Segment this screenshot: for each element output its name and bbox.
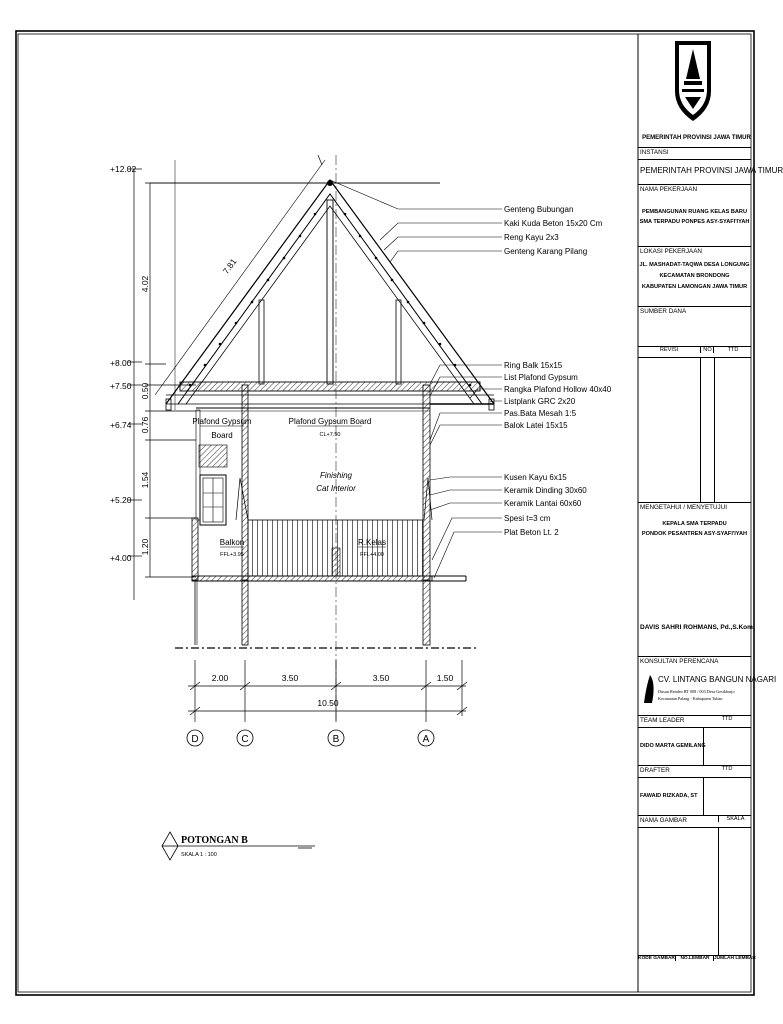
label-keramik-lantai: Keramik Lantai 60x60: [504, 499, 582, 508]
section-title: POTONGAN B: [181, 835, 248, 846]
label-finishing: Finishing: [319, 471, 353, 480]
dim-h-2: 3.50: [281, 673, 299, 683]
label-cat-interior: Cat Interior: [316, 484, 356, 493]
dim-0-76: 0.76: [140, 416, 150, 434]
lokasi-label: LOKASI PEKERJAAN: [640, 248, 702, 255]
company-address-2: Kecamatan Palang - Kabupaten Tuban: [658, 696, 723, 701]
skala-divider: [718, 828, 719, 956]
jumlah-lembar-label: JUMLAH LEMBAR: [714, 956, 756, 961]
dim-1-54: 1.54: [140, 471, 150, 489]
level-7-50: +7.50: [110, 381, 132, 391]
kode-gambar-label: KODE GAMBAR: [638, 956, 675, 961]
label-balkon-ffl: FFL+3.95: [220, 552, 244, 558]
label-ceiling-level: CL+7.50: [319, 432, 341, 438]
lokasi-line-2: KECAMATAN BRONDONG: [659, 273, 730, 279]
revisi-columns: [700, 358, 715, 503]
konsultan-label: KONSULTAN PERENCANA: [640, 658, 719, 665]
label-list-plafond: List Plafond Gypsum: [504, 373, 578, 382]
pekerjaan-line-1: PEMBANGUNAN RUANG KELAS BARU: [641, 209, 748, 215]
drafter-divider: [703, 778, 704, 816]
label-kusen-kayu: Kusen Kayu 6x15: [504, 473, 567, 482]
drafter-ttd: TTD: [721, 766, 733, 772]
label-genteng-karang: Genteng Karang Pilang: [504, 247, 588, 256]
company-address-1: Dusun Rendeo RT 008 / 003 Desa Gesikharjo: [658, 689, 735, 694]
drafter-label: DRAFTER: [640, 767, 670, 774]
lokasi-line-3: KABUPATEN LAMONGAN JAWA TIMUR: [641, 284, 748, 290]
dim-h-1: 2.00: [211, 673, 229, 683]
label-rkelas: R.Kelas: [357, 538, 387, 547]
dim-4-02: 4.02: [140, 275, 150, 293]
label-plafond-center: Plafond Gypsum Board: [288, 417, 372, 426]
team-leader-divider: [703, 728, 704, 766]
label-kaki-kuda: Kaki Kuda Beton 15x20 Cm: [504, 219, 603, 228]
label-rkelas-ffl: FFL+4.00: [360, 552, 384, 558]
label-plafond-left: Plafond Gypsum: [192, 417, 252, 426]
label-plat-beton: Plat Beton Lt. 2: [504, 528, 559, 537]
label-spesi: Spesi t=3 cm: [504, 514, 551, 523]
dim-1-20: 1.20: [140, 538, 150, 556]
revisi-no-header: NO: [700, 347, 714, 353]
team-leader-ttd: TTD: [721, 716, 733, 722]
signatory-name: DAVIS SAHRI ROHMANS, Pd.,S.Kom: [640, 624, 753, 631]
pekerjaan-line-2: SMA TERPADU PONPES ASY-SYAFI'IYAH: [639, 219, 750, 225]
company-name: CV. LINTANG BANGUN NAGARI: [658, 675, 777, 684]
government-name: PEMERINTAH PROVINSI JAWA TIMUR: [642, 135, 751, 141]
label-pas-bata: Pas.Bata Mesah 1:5: [504, 409, 577, 418]
revisi-header: REVISI: [659, 347, 679, 353]
roof-structure: [166, 180, 494, 410]
menyetujui-line-1: KEPALA SMA TERPADU: [662, 521, 727, 527]
grid-axis-b: B: [332, 734, 340, 745]
label-reng-kayu: Reng Kayu 2x3: [504, 233, 559, 242]
label-ring-balk: Ring Balk 15x15: [504, 361, 563, 370]
label-rangka-plafond: Rangka Plafond Hollow 40x40: [504, 385, 612, 394]
label-plafond-left-board: Board: [211, 431, 233, 440]
skala-label: SKALA: [718, 816, 752, 822]
section-scale: SKALA 1 : 100: [181, 852, 217, 858]
label-genteng-bubungan: Genteng Bubungan: [504, 205, 574, 214]
sumber-dana-label: SUMBER DANA: [640, 308, 687, 315]
level-4-00: +4.00: [110, 553, 132, 563]
team-leader-label: TEAM LEADER: [640, 717, 685, 724]
dim-0-50: 0.50: [140, 382, 150, 400]
team-leader-name: DIDO MARTA GEMILANG: [640, 743, 706, 749]
no-lembar-label: NO.LEMBAR: [675, 956, 714, 961]
dim-total: 10.50: [317, 698, 339, 708]
grid-axis-c: C: [241, 734, 249, 745]
company-logo-icon: [644, 675, 656, 703]
instansi-label: INSTANSI: [640, 149, 669, 156]
dim-h-3: 3.50: [372, 673, 390, 683]
label-keramik-dinding: Keramik Dinding 30x60: [504, 486, 587, 495]
provincial-emblem-icon: [672, 39, 714, 123]
menyetujui-line-2: PONDOK PESANTREN ASY-SYAFI'IYAH: [641, 531, 748, 537]
revisi-ttd-header: TTD: [713, 347, 752, 353]
nama-gambar-label: NAMA GAMBAR: [640, 817, 687, 824]
drafter-name: FAWAID RIZKADA, ST: [640, 793, 698, 799]
level-6-74: +6.74: [110, 420, 132, 430]
dim-rafter: 7.81: [220, 256, 239, 276]
level-12-02: +12.02: [110, 164, 137, 174]
menyetujui-label: MENGETAHUI / MENYETUJUI: [640, 504, 727, 511]
pekerjaan-label: NAMA PEKERJAAN: [640, 186, 698, 193]
instansi-value: PEMERINTAH PROVINSI JAWA TIMUR: [640, 166, 783, 175]
grid-bubbles: [187, 730, 434, 746]
level-8-00: +8.00: [110, 358, 132, 368]
title-block: [638, 34, 783, 992]
grid-axis-d: D: [191, 734, 199, 745]
label-balkon: Balkon: [219, 538, 245, 547]
label-listplank: Listplank GRC 2x20: [504, 397, 576, 406]
label-balok-latei: Balok Latei 15x15: [504, 421, 568, 430]
horizontal-dimension-lines: [188, 660, 467, 722]
level-5-20: +5.20: [110, 495, 132, 505]
grid-axis-a: A: [422, 734, 430, 745]
dim-h-4: 1.50: [436, 673, 454, 683]
lokasi-line-1: JL. MASHADAT-TAQWA DESA LONGUNG: [639, 262, 750, 268]
